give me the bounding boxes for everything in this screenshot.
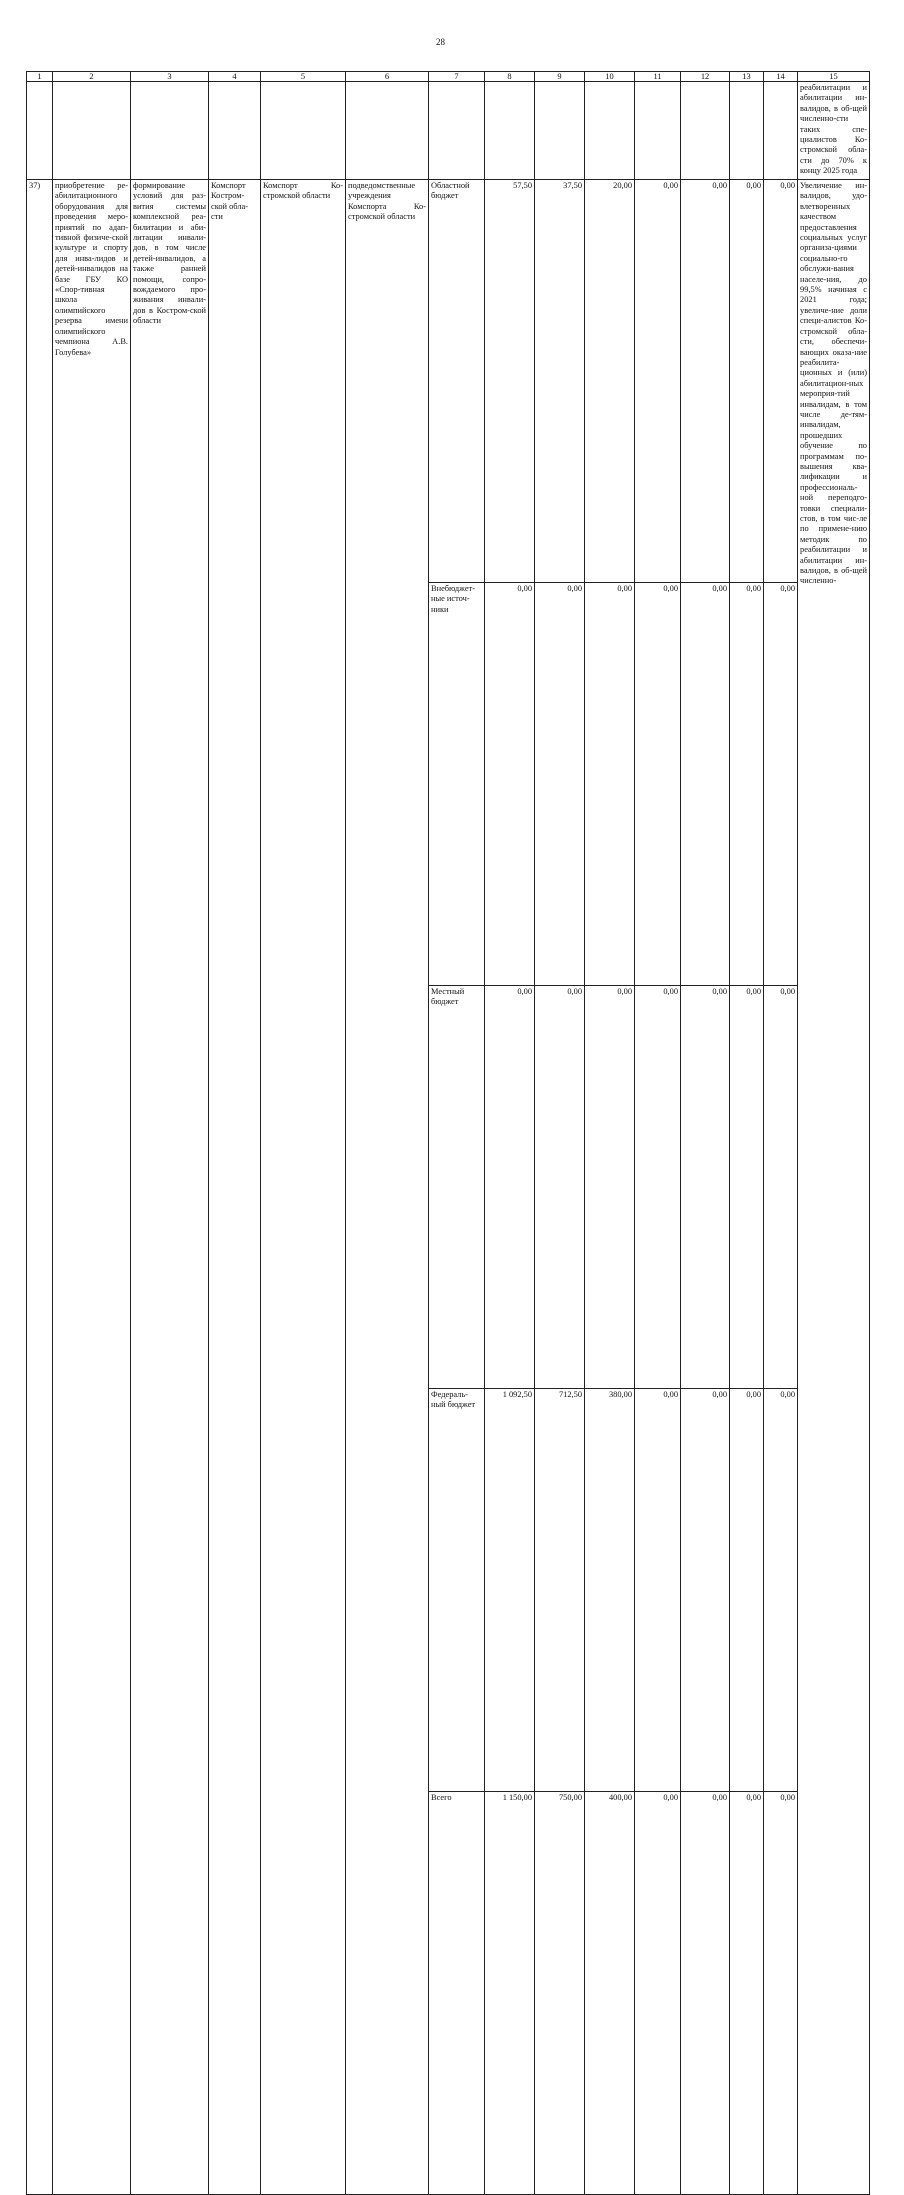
funding-value: 20,00 (585, 180, 634, 583)
funding-sources-cell (429, 180, 485, 2195)
funding-col10 (585, 180, 635, 2195)
funding-source: Областной бюджет (429, 180, 484, 583)
funding-source: Внебюджет-ные источ-ники (429, 583, 484, 986)
funding-value: 0,00 (485, 986, 534, 1389)
event-goal: формирование условий для раз-вития системы комплексной реа-билитации и аби-литации инвали-дов, в том числе детей-инвалидов, а также ранней помощи, сопро-вождаемого про-живания инвали-дов в Костром-ской области (131, 180, 209, 2195)
funding-value: 0,00 (730, 583, 763, 986)
funding-value: 0,00 (635, 1389, 680, 1792)
funding-value: 0,00 (535, 583, 584, 986)
funding-value: 0,00 (681, 1389, 729, 1792)
funding-source: Федераль-ный бюджет (429, 1389, 484, 1792)
funding-value: 0,00 (764, 1389, 797, 1792)
funding-value: 0,00 (730, 1389, 763, 1792)
funding-col8 (485, 180, 535, 2195)
participants: подведомственные учреждения Комспорта Ко-стромской области (346, 180, 429, 2195)
col-header: 13 (730, 72, 764, 82)
col-header: 2 (53, 72, 131, 82)
funding-value: 0,00 (585, 986, 634, 1389)
col-header: 11 (635, 72, 681, 82)
funding-value: 0,00 (681, 986, 729, 1389)
col-header: 3 (131, 72, 209, 82)
funding-value: 0,00 (635, 180, 680, 583)
funding-col13 (730, 180, 764, 2195)
page-number: 28 (436, 37, 445, 47)
funding-value: 750,00 (558, 1793, 582, 1802)
funding-col14 (764, 180, 798, 2195)
funding-value: 37,50 (535, 180, 584, 583)
funding-value: 380,00 (585, 1389, 634, 1792)
column-number-row (27, 72, 870, 82)
col-header: 1 (27, 72, 53, 82)
funding-source: Всего (431, 1793, 452, 1802)
co-executor: Комспорт Ко-стромской области (261, 180, 346, 2195)
continuation-row (27, 82, 870, 180)
col-header: 12 (681, 72, 730, 82)
funding-value: 0,00 (730, 986, 763, 1389)
funding-value: 0,00 (730, 180, 763, 583)
funding-value: 1 150,00 (502, 1793, 532, 1802)
col-header: 7 (429, 72, 485, 82)
funding-value: 0,00 (635, 583, 680, 986)
funding-value: 712,50 (535, 1389, 584, 1792)
funding-value: 0,00 (780, 1793, 795, 1802)
funding-source: Местный бюджет (429, 986, 484, 1389)
col-header: 10 (585, 72, 635, 82)
funding-value: 0,00 (764, 180, 797, 583)
col-header: 9 (535, 72, 585, 82)
funding-col9 (535, 180, 585, 2195)
col-header: 5 (261, 72, 346, 82)
continuation-result-text: реабилитации и абилитации ин-валидов, в об-щей численно-сти таких спе-циалистов Ко-стромской обла-сти до 70% к концу 2025 года (798, 82, 870, 180)
measures-table (26, 71, 870, 2195)
table-row (27, 180, 870, 2195)
col-header: 14 (764, 72, 798, 82)
funding-value: 0,00 (764, 583, 797, 986)
funding-value: 0,00 (585, 583, 634, 986)
funding-col12 (681, 180, 730, 2195)
event-name: приобретение ре-абилитационного оборудования для проведения меро-приятий по адап-тивной физиче-ской культуре и спорту для инва-лидов и детей-инвалидов на базе ГБУ КО «Спор-тивная школа олимпийского резерва имени олимпийского чемпиона А.В. Голубева» (53, 180, 131, 2195)
funding-value: 0,00 (712, 1793, 727, 1802)
col-header: 15 (798, 72, 870, 82)
funding-value: 0,00 (635, 986, 680, 1389)
col-header: 4 (209, 72, 261, 82)
funding-value: 0,00 (764, 986, 797, 1389)
funding-value: 0,00 (485, 583, 534, 986)
funding-value: 57,50 (485, 180, 534, 583)
funding-col11 (635, 180, 681, 2195)
col-header: 6 (346, 72, 429, 82)
funding-value: 0,00 (535, 986, 584, 1389)
funding-value: 0,00 (746, 1793, 761, 1802)
expected-result: Увеличение ин-валидов, удо-влетворенных качеством предоставления социальных услуг организа-циями социально-го обслужи-вания населе-ния, до 99,5% начиная с 2021 года; увеличе-ние доли специ-алистов Ко-стромской обла-сти, обеспечи-вающих оказа-ние реабилита-ционных и (или) абилитацион-ных мероприя-тий инвалидам, в том числе де-тям-инвалидам, прошедших обучение по программам по-вышения ква-лификации и профессиональ-ной переподго-товки специали-стов, в том чис-ле по примене-нию методик по реабилитации и абилитации ин-валидов, в об-щей численно- (798, 180, 870, 2195)
funding-value: 0,00 (681, 583, 729, 986)
row-number: 37) (27, 180, 53, 2195)
funding-value: 0,00 (663, 1793, 678, 1802)
responsible-executor: Комспорт Костром-ской обла-сти (209, 180, 261, 2195)
funding-value: 0,00 (681, 180, 729, 583)
col-header: 8 (485, 72, 535, 82)
funding-value: 400,00 (608, 1793, 632, 1802)
funding-value: 1 092,50 (485, 1389, 534, 1792)
